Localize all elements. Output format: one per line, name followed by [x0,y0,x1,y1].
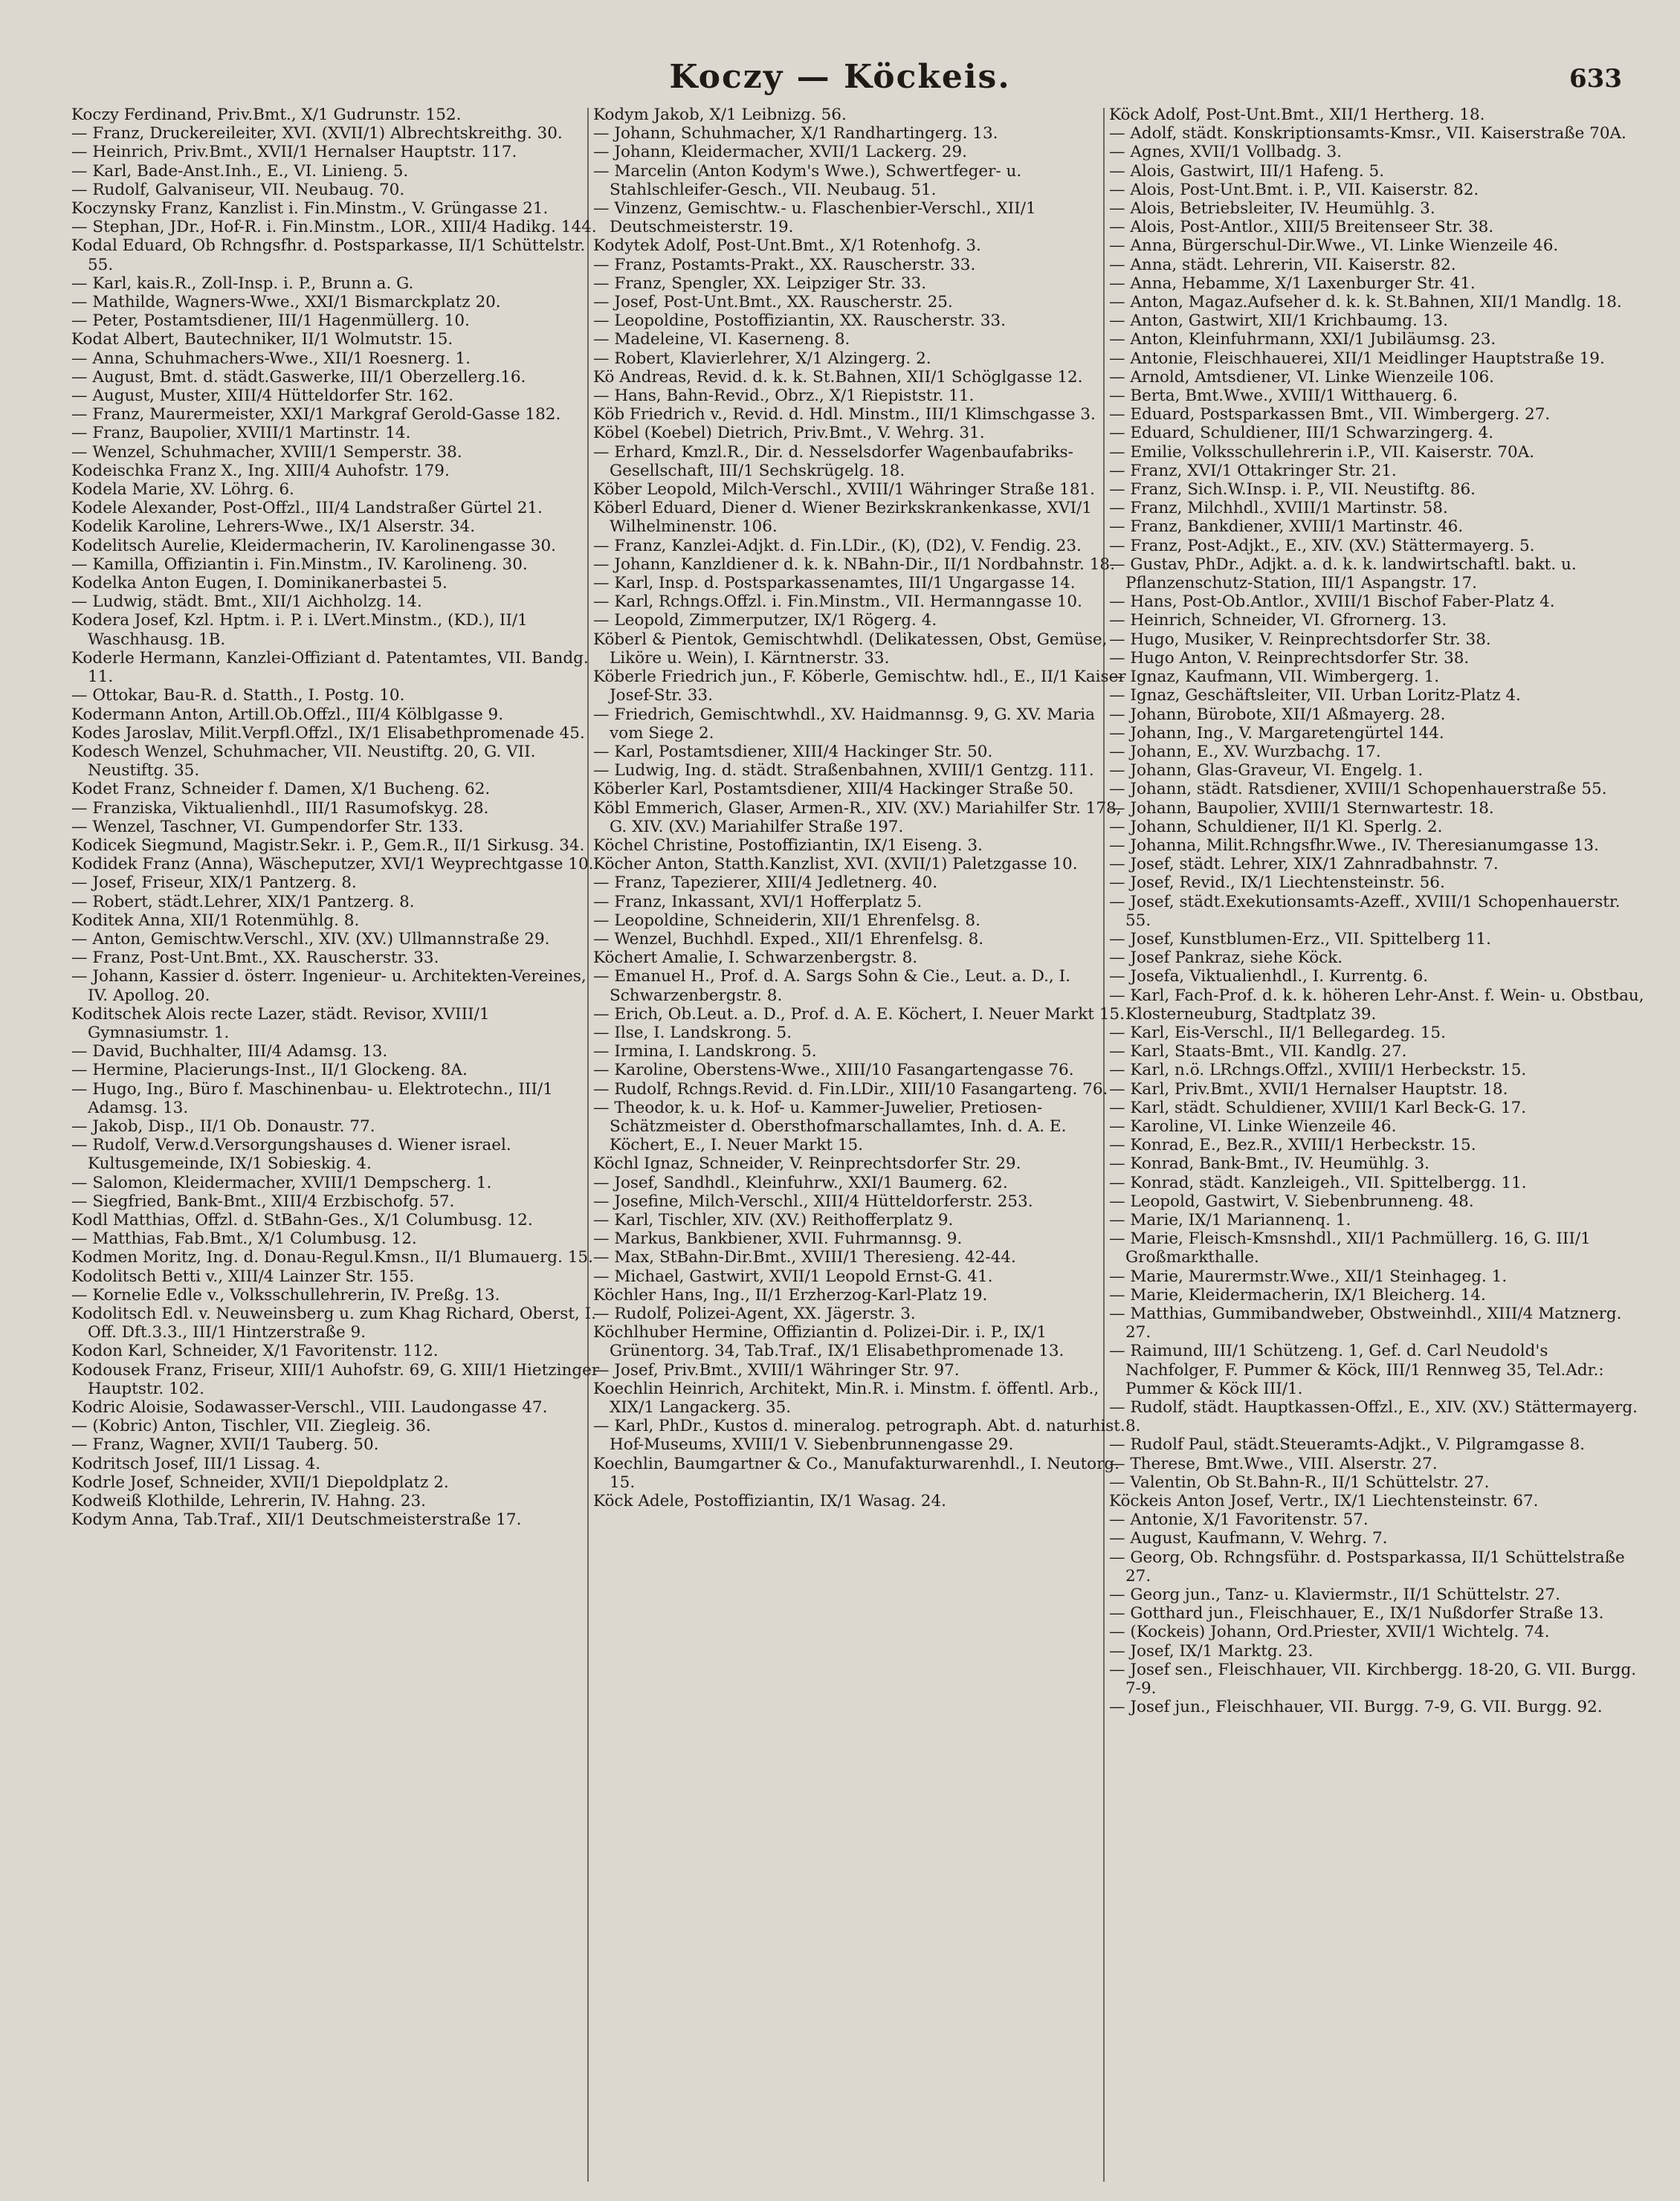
directory-entry: Koechlin, Baumgartner & Co., Manufakturwarenhdl., I. Neutorg. 15. [593,1454,1120,1492]
directory-entry: — Anna, Hebamme, X/1 Laxenburger Str. 41. [1109,274,1476,293]
directory-entry: — Karl, Bade-Anst.Inh., E., VI. Linieng. 5. [71,161,409,181]
directory-entry: — Karl, n.ö. LRchngs.Offzl., XVIII/1 Herbeckstr. 15. [1109,1061,1527,1080]
directory-entry: — Alois, Betriebsleiter, IV. Heumühlg. 3. [1109,199,1435,219]
directory-entry: — Valentin, Ob St.Bahn-R., II/1 Schüttelstr. 27. [1109,1473,1490,1492]
directory-entry: Kodym Jakob, X/1 Leibnizg. 56. [593,106,847,124]
directory-entry: — Stephan, JDr., Hof-R. i. Fin.Minstm., LOR., XIII/4 Hadikg. 144. [71,218,597,237]
directory-entry: — Erich, Ob.Leut. a. D., Prof. d. A. E. Köchert, I. Neuer Markt 15. [593,1004,1125,1024]
directory-entry: — Gustav, PhDr., Adjkt. a. d. k. k. landwirtschaftl. bakt. u. Pflanzenschutz-Station, III/1 Aspangstr. 17. [1109,555,1577,593]
directory-entry: — Josef, IX/1 Marktg. 23. [1109,1641,1314,1661]
directory-entry: — Anton, Kleinfuhrmann, XXI/1 Jubiläumsg. 23. [1109,330,1496,349]
directory-entry: Kodicek Siegmund, Magistr.Sekr. i. P., Gem.R., II/1 Sirkusg. 34. [71,836,585,855]
directory-entry: — Eduard, Postsparkassen Bmt., VII. Wimbergerg. 27. [1109,405,1551,424]
directory-entry: Köchlhuber Hermine, Offizіantin d. Polizei-Dir. i. P., IX/1 Grünentorg. 34, Tab.Traf., IX/1 Elisabethpromenade 13. [593,1323,1064,1361]
directory-entry: — Johann, städt. Ratsdiener, XVIII/1 Schopenhauerstraße 55. [1109,780,1607,799]
directory-entry: — Josefa, Viktualienhdl., I. Kurrentg. 6. [1109,967,1429,986]
directory-entry: — Antonie, X/1 Favoritenstr. 57. [1109,1510,1369,1530]
directory-entry: — Johann, Bürobote, XII/1 Aßmayerg. 28. [1109,705,1446,724]
directory-entry: — Salomon, Kleidermacher, XVIII/1 Dempscherg. 1. [71,1173,492,1192]
directory-entry: — Franz, Milchhdl., XVIII/1 Martinstr. 58. [1109,499,1448,518]
directory-entry: — Georg jun., Tanz- u. Klaviermstr., II/1 Schüttelstr. 27. [1109,1586,1560,1605]
directory-entry: Kodermann Anton, Artill.Ob.Offzl., III/4 Kölblgasse 9. [71,705,504,724]
directory-entry: — Leopoldine, Schneiderin, XII/1 Ehrenfelsg. 8. [593,911,980,930]
directory-entry: Koechlin Heinrich, Architekt, Min.R. i. Minstm. f. öffentl. Arb., XIX/1 Langackerg. 35. [593,1379,1099,1418]
directory-entry: Kodelik Karoline, Lehrers-Wwe., IX/1 Alserstr. 34. [71,517,476,537]
directory-entry: — Therese, Bmt.Wwe., VIII. Alserstr. 27. [1109,1454,1438,1473]
directory-entry: Köbl Emmerich, Glaser, Armen-R., XIV. (XV.) Mariahilfer Str. 178, G. XIV. (XV.) Mariahilfer Straße 197. [593,798,1122,836]
directory-entry: — Franz, Tapezierer, XIII/4 Jedletnerg. 40. [593,873,938,893]
directory-entry: — Johann, Baupolier, XVIII/1 Sternwartestr. 18. [1109,798,1494,818]
directory-entry: — Madeleine, VI. Kaserneng. 8. [593,330,850,349]
directory-entry: Köber Leopold, Milch-Verschl., XVIII/1 Währinger Straße 181. [593,480,1096,500]
directory-entry: — Siegfried, Bank-Bmt., XIII/4 Erzbischofg. 57. [71,1192,455,1211]
directory-column-2 [593,106,1128,2179]
directory-entry: — Marcelin (Anton Kodym's Wwe.), Schwertfeger- u. Stahlschleifer-Gesch., VII. Neubaug. 51. [593,161,1022,199]
directory-entry: Kodeischka Franz X., Ing. XIII/4 Auhofstr. 179. [71,461,450,480]
directory-entry: Kodolitsch Betti v., XIII/4 Lainzer Str. 155. [71,1267,415,1286]
directory-entry: — Karl, Fach-Prof. d. k. k. höheren Lehr-Anst. f. Wein- u. Obstbau, Klosterneuburg, Stadtplatz 39. [1109,986,1644,1024]
directory-entry: — August, Muster, XIII/4 Hütteldorfer Str. 162. [71,387,454,406]
directory-entry: Kodidek Franz (Anna), Wäscheputzer, XVI/1 Weyprechtgasse 10. [71,855,594,874]
directory-entry: — Josef, Friseur, XIX/1 Pantzerg. 8. [71,873,357,893]
directory-entry: Kodmen Moritz, Ing. d. Donau-Regul.Kmsn., II/1 Blumauerg. 15. [71,1248,593,1267]
directory-entry: Köberl & Pientok, Gemischtwhdl. (Delikatessen, Obst, Gemüse, Liköre u. Wein), I. Kärntnerstr. 33. [593,630,1108,668]
directory-entry: — Franz, Kanzlei-Adjkt. d. Fin.LDir., (K), (D2), V. Fendig. 23. [593,536,1082,555]
directory-entry: — Raimund, III/1 Schützeng. 1, Gef. d. Carl Neudold's Nachfolger, F. Pummer & Köck, III/1 Rennweg 35, Tel.Adr.: Pummer & Köck III/1. [1109,1342,1604,1398]
directory-entry: — Anton, Magaz.Aufseher d. k. k. St.Bahnen, XII/1 Mandlg. 18. [1109,293,1622,312]
directory-entry: — Josef, städt. Lehrer, XIX/1 Zahnradbahnstr. 7. [1109,855,1499,874]
directory-entry: — August, Kaufmann, V. Wehrg. 7. [1109,1529,1388,1548]
directory-entry: — Friedrich, Gemischtwhdl., XV. Haidmannsg. 9, G. XV. Maria vom Siege 2. [593,705,1096,743]
directory-entry: Köchl Ignaz, Schneider, V. Reinprechtsdorfer Str. 29. [593,1154,1021,1174]
directory-entry: — Josef sen., Fleischhauer, VII. Kirchbergg. 18-20, G. VII. Burgg. 7-9. [1109,1660,1637,1699]
directory-entry: — Ilse, I. Landskrong. 5. [593,1023,792,1042]
directory-entry: — Heinrich, Schneider, VI. Gfrornerg. 13. [1109,611,1447,630]
directory-entry: — Rudolf, städt. Hauptkassen-Offzl., E., XIV. (XV.) Stättermayerg. 8. [1109,1398,1638,1436]
directory-entry: Kodym Anna, Tab.Traf., XII/1 Deutschmeisterstraße 17. [71,1510,522,1530]
directory-entry: — Franz, Bankdiener, XVIII/1 Martinstr. 46. [1109,517,1464,537]
directory-entry: Kodytek Adolf, Post-Unt.Bmt., X/1 Rotenhofg. 3. [593,236,981,256]
directory-column-3 [1109,106,1644,2179]
directory-entry: — Josef jun., Fleischhauer, VII. Burgg. 7-9, G. VII. Burgg. 92. [1109,1698,1603,1717]
directory-entry: — Josef, Revid., IX/1 Liechtensteinstr. 56. [1109,873,1445,893]
directory-entry: — Hugo, Musiker, V. Reinprechtsdorfer Str. 38. [1109,630,1491,649]
directory-entry: — Leopold, Zimmerputzer, IX/1 Rögerg. 4. [593,611,937,630]
directory-column-1 [71,106,607,2179]
directory-entry: — Karl, Priv.Bmt., XVII/1 Hernalser Hauptstr. 18. [1109,1079,1508,1099]
directory-entry: — Rudolf, Polizei-Agent, XX. Jägerstr. 3. [593,1305,916,1323]
directory-entry: — Matthias, Fab.Bmt., X/1 Columbusg. 12. [71,1229,417,1249]
directory-entry: — Karl, Insp. d. Postsparkassenamtes, III/1 Ungargasse 14. [593,574,1076,593]
directory-entry: — Agnes, XVII/1 Vollbadg. 3. [1109,143,1343,162]
directory-entry: — Eduard, Schuldiener, III/1 Schwarzingerg. 4. [1109,424,1494,443]
directory-entry: — Emilie, Volksschullehrerin i.P., VII. Kaiserstr. 70A. [1109,442,1535,462]
directory-entry: — Marie, IX/1 Mariannenq. 1. [1109,1210,1351,1229]
directory-entry: — Erhard, Kmzl.R., Dir. d. Nesselsdorfer Wagenbaufabriks-Gesellschaft, III/1 Sechskrügelg. 18. [593,442,1073,480]
directory-entry: — Theodor, k. u. k. Hof- u. Kammer-Juwelier, Pretiosen-Schätzmeister d. Obersthofmarschallamtes, Inh. d. A. E. Köchert, E., I. Neuer Markt 15. [593,1098,1067,1155]
directory-entry: Koczy Ferdinand, Priv.Bmt., X/1 Gudrunstr. 152. [71,106,462,124]
directory-entry: — Marie, Fleisch-Kmsnshdl., XII/1 Pachmüllerg. 16, G. III/1 Großmarkthalle. [1109,1229,1591,1267]
directory-entry: — Josef, städt.Exekutionsamts-Azeff., XVIII/1 Schopenhauerstr. 55. [1109,892,1621,930]
directory-entry: — Ignaz, Geschäftsleiter, VII. Urban Loritz-Platz 4. [1109,686,1521,705]
directory-entry: — Wenzel, Buchhdl. Exped., XII/1 Ehrenfelsg. 8. [593,929,984,948]
directory-entry: — Vinzenz, Gemischtw.- u. Flaschenbier-Verschl., XII/1 Deutschmeisterstr. 19. [593,199,1036,237]
directory-entry: — Karoline, VI. Linke Wienzeile 46. [1109,1116,1397,1136]
directory-entry: — Johann, Ing., V. Margaretengürtel 144. [1109,723,1444,743]
directory-entry: — Josef Pankraz, siehe Köck. [1109,948,1343,968]
directory-entry: Kodon Karl, Schneider, X/1 Favoritenstr. 112. [71,1342,439,1361]
directory-entry: — Marie, Kleidermacherin, IX/1 Bleicherg. 14. [1109,1285,1486,1305]
directory-entry: — Anna, städt. Lehrerin, VII. Kaiserstr. 82. [1109,255,1456,274]
directory-entry: — Franz, Maurermeister, XXI/1 Markgraf Gerold-Gasse 182. [71,405,561,424]
directory-entry: — Antonie, Fleischhauerei, XII/1 Meidlinger Hauptstraße 19. [1109,349,1605,368]
directory-entry: Kodes Jaroslav, Milit.Verpfl.Offzl., IX/1 Elisabethpromenade 45. [71,723,585,743]
directory-entry: — Hugo, Ing., Büro f. Maschinenbau- u. Elektrotechn., III/1 Adamsg. 13. [71,1079,553,1117]
directory-entry: — Karl, Postamtsdiener, XIII/4 Hackinger Str. 50. [593,742,993,761]
directory-entry: Kodl Matthias, Offzl. d. StBahn-Ges., X/1 Columbusg. 12. [71,1210,533,1229]
directory-entry: Kodal Eduard, Ob Rchngsfhr. d. Postsparkasse, II/1 Schüttelstr. 55. [71,236,586,274]
directory-entry: — Michael, Gastwirt, XVII/1 Leopold Ernst-G. 41. [593,1267,993,1286]
directory-entry: — Gotthard jun., Fleischhauer, E., IX/1 Nußdorfer Straße 13. [1109,1604,1604,1623]
directory-entry: — Anton, Gemischtw.Verschl., XIV. (XV.) Ullmannstraße 29. [71,929,550,948]
directory-entry: — Franz, Druckereileiter, XVI. (XVII/1) Albrechtskreithg. 30. [71,124,563,143]
directory-entry: — Kamilla, Offizіantin i. Fin.Minstm., IV. Karolineng. 30. [71,555,528,574]
directory-entry: — Georg, Ob. Rchngsführ. d. Postsparkassa, II/1 Schüttelstraße 27. [1109,1548,1625,1586]
directory-entry: — Franz, Postamts-Prakt., XX. Rauscherstr. 33. [593,255,976,274]
directory-entry: Kodrle Josef, Schneider, XVII/1 Diepoldplatz 2. [71,1473,449,1492]
directory-entry: Koditschek Alois recte Lazer, städt. Revisor, XVIII/1 Gymnasiumstr. 1. [71,1004,490,1042]
directory-entry: — Max, StBahn-Dir.Bmt., XVIII/1 Theresieng. 42-44. [593,1248,1016,1267]
directory-entry: — Rudolf, Galvaniseur, VII. Neubaug. 70. [71,180,405,199]
directory-entry: — Adolf, städt. Konskriptionsamts-Kmsr., VII. Kaiserstraße 70A. [1109,124,1626,143]
directory-entry: Köb Friedrich v., Revid. d. Hdl. Minstm., III/1 Klimschgasse 3. [593,405,1096,424]
directory-entry: Kö Andreas, Revid. d. k. k. St.Bahnen, XII/1 Schöglgasse 12. [593,367,1083,387]
directory-entry: — Konrad, E., Bez.R., XVIII/1 Herbeckstr. 15. [1109,1136,1476,1155]
directory-entry: — Leopold, Gastwirt, V. Siebenbrunneng. 48. [1109,1192,1474,1211]
directory-entry: Kodesch Wenzel, Schuhmacher, VII. Neustiftg. 20, G. VII. Neustiftg. 35. [71,742,536,780]
directory-entry: Köberler Karl, Postamtsdiener, XIII/4 Hackinger Straße 50. [593,780,1074,799]
directory-entry: Köckeis Anton Josef, Vertr., IX/1 Liechtensteinstr. 67. [1109,1492,1539,1511]
directory-entry: — Anna, Schuhmachers-Wwe., XII/1 Roesnerg. 1. [71,349,471,368]
directory-entry: — (Kobric) Anton, Tischler, VII. Ziegleig. 36. [71,1417,431,1436]
directory-entry: — Konrad, städt. Kanzleigeh., VII. Spittelbergg. 11. [1109,1173,1527,1192]
directory-entry: — Irmina, I. Landskrong. 5. [593,1042,817,1061]
directory-entry: — Leopoldine, Postoffizіantin, XX. Rauscherstr. 33. [593,311,1006,331]
directory-entry: Kodele Alexander, Post-Offzl., III/4 Landstraßer Gürtel 21. [71,499,543,518]
directory-entry: Köchler Hans, Ing., II/1 Erzherzog-Karl-Platz 19. [593,1285,988,1305]
directory-entry: — Johann, Kassier d. österr. Ingenieur- u. Architekten-Vereines, IV. Apollog. 20. [71,967,587,1005]
directory-entry: — Franz, Wagner, XVII/1 Tauberg. 50. [71,1435,379,1455]
directory-entry: — Robert, städt.Lehrer, XIX/1 Pantzerg. 8. [71,892,415,911]
directory-entry: — Franz, Post-Unt.Bmt., XX. Rauscherstr. 33. [71,948,439,968]
directory-entry: — Arnold, Amtsdiener, VI. Linke Wienzeile 106. [1109,367,1495,387]
directory-entry: — Ludwig, städt. Bmt., XII/1 Aichholzg. 14. [71,592,422,612]
directory-entry: — Karl, städt. Schuldiener, XVIII/1 Karl Beck-G. 17. [1109,1098,1527,1117]
directory-entry: — Heinrich, Priv.Bmt., XVII/1 Hernalser Hauptstr. 117. [71,143,517,162]
directory-entry: — Rudolf, Rchngs.Revid. d. Fin.LDir., XIII/10 Fasangarteng. 76. [593,1079,1108,1099]
directory-entry: — Karl, Tischler, XIV. (XV.) Reithofferplatz 9. [593,1210,954,1229]
directory-entry: Kodelitsch Aurelie, Kleidermacherin, IV. Karolinengasse 30. [71,536,556,555]
directory-entry: — Johann, Schuhmacher, X/1 Randhartingerg. 13. [593,124,998,143]
directory-entry: Köchel Christine, Postoffizіantin, IX/1 Eiseng. 3. [593,836,983,855]
directory-entry: — Kornelie Edle v., Volksschullehrerin, IV. Preßg. 13. [71,1285,500,1305]
directory-entry: Köcher Anton, Statth.Kanzlist, XVI. (XVII/1) Paletzgasse 10. [593,855,1078,874]
directory-entry: — Hans, Post-Ob.Antlor., XVIII/1 Bischof Faber-Platz 4. [1109,592,1555,612]
directory-entry: — Karl, Rchngs.Offzl. i. Fin.Minstm., VII. Hermanngasse 10. [593,592,1082,612]
directory-entry: — Karl, Staats-Bmt., VII. Kandlg. 27. [1109,1042,1407,1061]
directory-entry: — Johann, E., XV. Wurzbachg. 17. [1109,742,1381,761]
directory-entry: — Karl, Eis-Verschl., II/1 Bellegardeg. 15. [1109,1023,1446,1042]
directory-entry: — Wenzel, Taschner, VI. Gumpendorfer Str. 133. [71,817,464,836]
directory-entry: Kodelka Anton Eugen, I. Dominikanerbastei 5. [71,574,448,593]
directory-entry: — Emanuel H., Prof. d. A. Sargs Sohn & Cie., Leut. a. D., I. Schwarzenbergstr. 8. [593,967,1070,1005]
directory-entry: — Franz, Spengler, XX. Leipziger Str. 33. [593,274,927,293]
directory-entry: — Ottokar, Bau-R. d. Statth., I. Postg. 10. [71,686,405,705]
directory-entry: Köchert Amalie, I. Schwarzenbergstr. 8. [593,948,918,968]
directory-entry: — Franziska, Viktualienhdl., III/1 Rasumofskyg. 28. [71,798,489,818]
directory-entry: — Franz, Post-Adjkt., E., XIV. (XV.) Stättermayerg. 5. [1109,536,1535,555]
directory-entry: — (Kockeis) Johann, Ord.Priester, XVII/1 Wichtelg. 74. [1109,1623,1550,1642]
directory-entry: — Anna, Bürgerschul-Dir.Wwe., VI. Linke Wienzeile 46. [1109,236,1559,256]
directory-entry: Kodat Albert, Bautechniker, II/1 Wolmutstr. 15. [71,330,453,349]
directory-entry: Kodritsch Josef, III/1 Lissag. 4. [71,1454,321,1473]
directory-entry: — Anton, Gastwirt, XII/1 Krichbaumg. 13. [1109,311,1448,331]
directory-entry: Kodousek Franz, Friseur, XIII/1 Auhofstr. 69, G. XIII/1 Hietzinger Hauptstr. 102. [71,1360,600,1398]
directory-entry: Koditek Anna, XII/1 Rotenmühlg. 8. [71,911,360,930]
directory-entry: — Johann, Kleidermacher, XVII/1 Lackerg. 29. [593,143,967,162]
directory-entry: — Franz, Baupolier, XVIII/1 Martinstr. 14. [71,424,411,443]
directory-entry: — Alois, Post-Unt.Bmt. i. P., VII. Kaiserstr. 82. [1109,180,1479,199]
directory-entry: — Josef, Post-Unt.Bmt., XX. Rauscherstr. 25. [593,293,953,312]
directory-entry: Köberl Eduard, Diener d. Wiener Bezirkskrankenkasse, XVI/1 Wilhelminenstr. 106. [593,499,1092,537]
directory-entry: — Johann, Schuldiener, II/1 Kl. Sperlg. 2. [1109,817,1443,836]
directory-entry: — Peter, Postamtsdiener, III/1 Hagenmüllerg. 10. [71,311,470,331]
directory-entry: Köck Adolf, Post-Unt.Bmt., XII/1 Hertherg. 18. [1109,106,1485,124]
directory-entry: — Johanna, Milit.Rchngsfhr.Wwe., IV. Theresianumgasse 13. [1109,836,1599,855]
directory-entry: Kodela Marie, XV. Löhrg. 6. [71,480,294,500]
directory-entry: Kodet Franz, Schneider f. Damen, X/1 Bucheng. 62. [71,780,491,799]
directory-entry: — Josef, Kunstblumen-Erz., VII. Spittelberg 11. [1109,929,1491,948]
directory-entry: — Rudolf, Verw.d.Versorgungshauses d. Wiener israel. Kultusgemeinde, IX/1 Sobieskig. 4. [71,1136,511,1174]
directory-entry: — Hugo Anton, V. Reinprechtsdorfer Str. 38. [1109,648,1470,668]
directory-entry: — Alois, Gastwirt, III/1 Hafeng. 5. [1109,161,1385,181]
directory-entry: Köck Adele, Postoffizіantin, IX/1 Wasag. 24. [593,1492,946,1511]
page-number: 633 [1569,64,1622,94]
directory-entry: — Josef, Priv.Bmt., XVIII/1 Währinger Str. 97. [593,1360,960,1380]
directory-entry: — Johann, Glas-Graveur, VI. Engelg. 1. [1109,761,1424,780]
directory-entry: — Konrad, Bank-Bmt., IV. Heumühlg. 3. [1109,1154,1429,1174]
directory-entry: — Franz, Inkassant, XVI/1 Hofferplatz 5. [593,892,923,911]
directory-entry: — Robert, Klavierlehrer, X/1 Alzingerg. 2. [593,349,931,368]
directory-entry: Kodera Josef, Kzl. Hptm. i. P. i. LVert.Minstm., (KD.), II/1 Waschhausg. 1B. [71,611,528,649]
directory-entry: — Berta, Bmt.Wwe., XVIII/1 Witthauerg. 6. [1109,387,1458,406]
directory-entry: — David, Buchhalter, III/4 Adamsg. 13. [71,1042,388,1061]
directory-entry: — Marie, Maurermstr.Wwe., XII/1 Steinhageg. 1. [1109,1267,1508,1286]
directory-entry: — Hermine, Placierungs-Inst., II/1 Glockeng. 8A. [71,1061,468,1080]
directory-entry: — Franz, XVI/1 Ottakringer Str. 21. [1109,461,1397,480]
directory-entry: Köberle Friedrich jun., F. Köberle, Gemischtw. hdl., E., II/1 Kaiser Josef-Str. 33. [593,668,1126,705]
directory-entry: — August, Bmt. d. städt.Gaswerke, III/1 Oberzellerg.16. [71,367,526,387]
directory-entry: — Franz, Sich.W.Insp. i. P., VII. Neustiftg. 86. [1109,480,1476,500]
directory-entry: — Josefine, Milch-Verschl., XIII/4 Hütteldorferstr. 253. [593,1192,1033,1211]
directory-entry: — Johann, Kanzldiener d. k. k. NBahn-Dir., II/1 Nordbahnstr. 18. [593,555,1115,574]
directory-entry: Koderle Hermann, Kanzlei-Offizіant d. Patentamtes, VII. Bandg. 11. [71,648,589,687]
directory-entry: — Matthias, Gummibandweber, Obstweinhdl., XIII/4 Matznerg. 27. [1109,1305,1622,1342]
directory-entry: — Josef, Sandhdl., Kleinfuhrw., XXI/1 Baumerg. 62. [593,1173,1008,1192]
directory-entry: — Mathilde, Wagners-Wwe., XXI/1 Bismarckplatz 20. [71,293,501,312]
directory-entry: Köbel (Koebel) Dietrich, Priv.Bmt., V. Wehrg. 31. [593,424,985,443]
directory-entry: Kodolitsch Edl. v. Neuweinsberg u. zum Khag Richard, Oberst, I. Off. Dft.3.3., III/1 Hintzerstraße 9. [71,1305,596,1342]
directory-entry: — Karl, kais.R., Zoll-Insp. i. P., Brunn a. G. [71,274,414,293]
page-header [0,58,1680,110]
directory-entry: Kodric Aloisie, Sodawasser-Verschl., VIII. Laudongasse 47. [71,1398,548,1418]
directory-entry: — Alois, Post-Antlor., XIII/5 Breitenseer Str. 38. [1109,218,1494,237]
directory-entry: Kodweiß Klothilde, Lehrerin, IV. Hahng. 23. [71,1492,426,1511]
directory-entry: — Wenzel, Schuhmacher, XVIII/1 Semperstr. 38. [71,442,462,462]
directory-entry: — Karoline, Oberstens-Wwe., XIII/10 Fasangartengasse 76. [593,1061,1074,1080]
directory-entry: — Markus, Bankbiener, XVII. Fuhrmannsg. 9. [593,1229,963,1249]
directory-entry: Koczynsky Franz, Kanzlist i. Fin.Minstm., V. Grüngasse 21. [71,199,549,219]
directory-entry: — Karl, PhDr., Kustos d. mineralog. petrograph. Abt. d. naturhist. Hof-Museums, XVIII/1 V. Siebenbrunnengasse 29. [593,1417,1125,1455]
directory-entry: — Ignaz, Kaufmann, VII. Wimbergerg. 1. [1109,668,1440,687]
directory-entry: — Rudolf Paul, städt.Steueramts-Adjkt., V. Pilgramgasse 8. [1109,1435,1586,1455]
directory-entry: — Hans, Bahn-Revid., Obrz., X/1 Riepiststr. 11. [593,387,975,406]
directory-entry: — Ludwig, Ing. d. städt. Straßenbahnen, XVIII/1 Gentzg. 111. [593,761,1094,780]
directory-entry: — Jakob, Disp., II/1 Ob. Donaustr. 77. [71,1116,375,1136]
running-head: Koczy — Köckeis. [669,58,1011,96]
